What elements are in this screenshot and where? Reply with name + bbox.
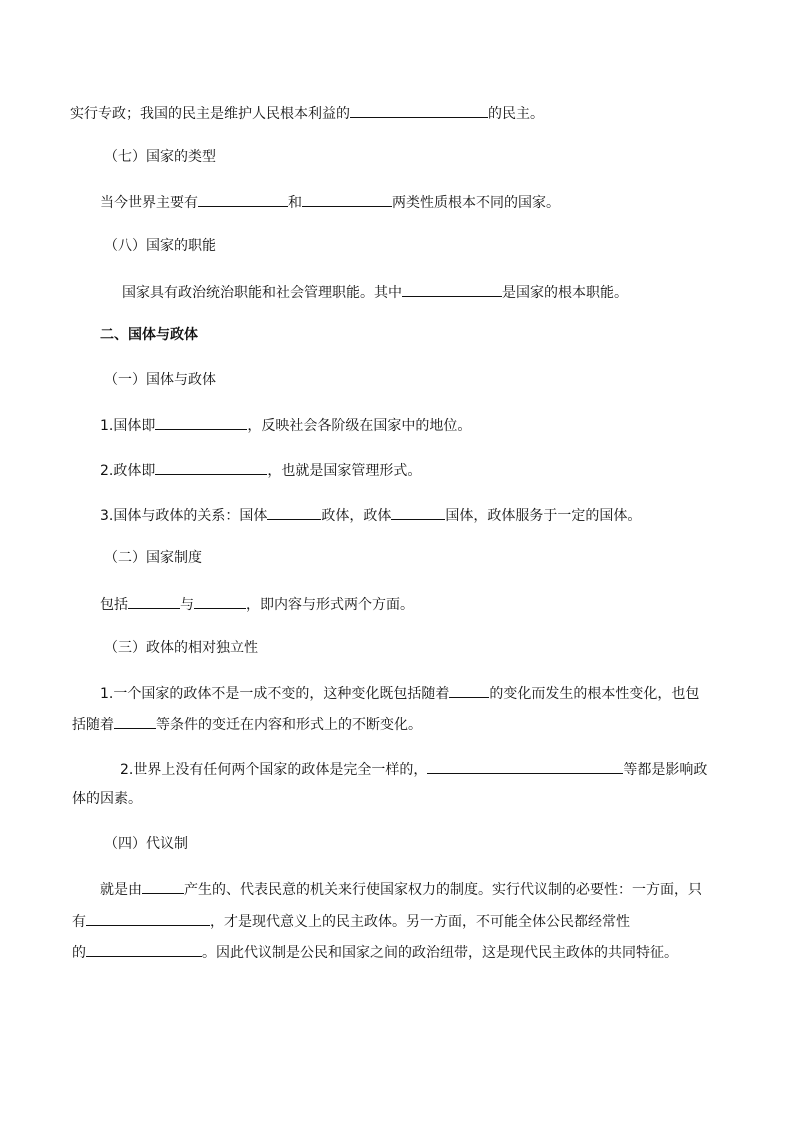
- text-line: 3.国体与政体的关系：国体 政体，政体 国体，政体服务于一定的国体。: [100, 504, 641, 526]
- text-line: 1.国体即 ，反映社会各阶级在国家中的地位。: [100, 414, 471, 436]
- subsection-heading: （八）国家的职能: [104, 238, 216, 254]
- fill-blank[interactable]: [198, 191, 288, 207]
- text-line: 包括 与 ，即内容与形式两个方面。: [100, 593, 414, 615]
- subsection-heading: （一）国体与政体: [104, 372, 216, 388]
- subsection-heading: （二）国家制度: [104, 550, 202, 566]
- fill-blank[interactable]: [302, 191, 392, 207]
- fill-blank[interactable]: [86, 910, 210, 926]
- fill-blank[interactable]: [427, 758, 623, 774]
- fill-blank[interactable]: [449, 682, 489, 698]
- subsection-heading: （三）政体的相对独立性: [104, 640, 258, 656]
- fill-blank[interactable]: [402, 281, 502, 297]
- text-line: 就是由 产生的、代表民意的机关来行使国家权力的制度。实行代议制的必要性：一方面，只: [100, 878, 702, 900]
- fill-blank[interactable]: [194, 593, 246, 609]
- fill-blank[interactable]: [391, 504, 445, 520]
- text-line: 有 ，才是现代意义上的民主政体。另一方面，不可能全体公民都经常性: [72, 910, 630, 932]
- fill-blank[interactable]: [86, 941, 202, 957]
- text-line: 2.世界上没有任何两个国家的政体是完全一样的， 等都是影响政: [120, 758, 707, 780]
- text-line: 当今世界主要有 和 两类性质根本不同的国家。: [100, 191, 560, 213]
- fill-blank[interactable]: [155, 459, 267, 475]
- text-line: 2.政体即 ，也就是国家管理形式。: [100, 459, 421, 481]
- text-line: 的 。因此代议制是公民和国家之间的政治纽带，这是现代民主政体的共同特征。: [72, 941, 678, 963]
- fill-blank[interactable]: [128, 593, 180, 609]
- section-heading: 二、国体与政体: [100, 327, 198, 343]
- text-line: 实行专政；我国的民主是维护人民根本利益的 的民主。: [70, 102, 544, 124]
- fill-blank[interactable]: [155, 414, 247, 430]
- fill-blank[interactable]: [142, 878, 184, 894]
- subsection-heading: （四）代议制: [104, 836, 188, 852]
- fill-blank[interactable]: [350, 102, 488, 118]
- text-line: 体的因素。: [72, 791, 142, 807]
- subsection-heading: （七）国家的类型: [104, 149, 216, 165]
- fill-blank[interactable]: [267, 504, 321, 520]
- text-line: 括随着 等条件的变迁在内容和形式上的不断变化。: [72, 713, 422, 735]
- text-line: 1.一个国家的政体不是一成不变的，这种变化既包括随着 的变化而发生的根本性变化，也包: [100, 682, 699, 704]
- text-line: 国家具有政治统治职能和社会管理职能。其中 是国家的根本职能。: [122, 281, 628, 303]
- fill-blank[interactable]: [114, 713, 156, 729]
